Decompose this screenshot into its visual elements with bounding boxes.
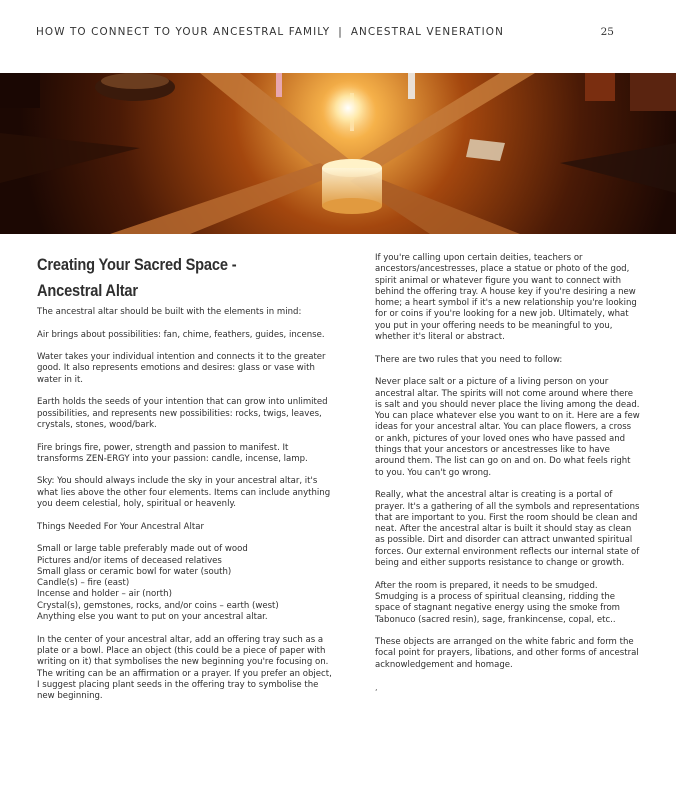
page-number: 25 [600, 26, 614, 38]
things-needed-list [37, 544, 337, 623]
title-line-1: Creating Your Sacred Space - [37, 255, 237, 274]
list-item: Incense and holder – air (north) [37, 589, 172, 600]
paragraph-two-rules: There are two rules that you need to follow: [375, 354, 563, 365]
running-header [36, 26, 646, 40]
list-item: Pictures and/or items of deceased relatives [37, 555, 222, 566]
paragraph-deities: If you're calling upon certain deities, teachers or ancestors/ancestresses, place a statue or photo of the god, spirit animal or whatever figure you want to connect with behind the offering tray. A house key if you're desiring a new home; a heart symbol if it's a new relationship you're looking for or coins if you're looking for a new job. Ultimately, what you put in your offering needs to be meaningful to you, whether it's literal or abstract. [375, 253, 637, 343]
paragraph-objects: These objects are arranged on the white fabric and form the focal point for prayers, libations, and other forms of ancestral acknowledgement and homage. [375, 637, 639, 670]
candle-altar-photo [0, 73, 676, 234]
list-heading: Things Needed For Your Ancestral Altar [37, 521, 204, 532]
list-item: Small glass or ceramic bowl for water (south) [37, 566, 232, 577]
paragraph-water: Water takes your individual intention and connects it to the greater good. It also represents emotions and desires: glass or vase with water in it. [37, 352, 326, 385]
book-title: HOW TO CONNECT TO YOUR ANCESTRAL FAMILY [36, 26, 331, 38]
paragraph-offering-tray: In the center of your ancestral altar, add an offering tray such as a plate or a bowl. Place an object (this could be a piece of paper with writing on it) that symbolises the new beginning you're focusing on. The writing can be an affirmation or a prayer. If you prefer an object, I suggest placing plant seeds in the offering tray to symbolise the new beginning. [37, 634, 332, 702]
left-column [37, 252, 337, 714]
title-line-2: Ancestral Altar [37, 281, 138, 300]
list-item: Crystal(s), gemstones, rocks, and/or coins – earth (west) [37, 600, 279, 611]
paragraph-sky: Sky: You should always include the sky in your ancestral altar, it's what lies above the other four elements. Items can include anything you deem celestial, holy, spiritual or heavenly. [37, 476, 331, 510]
paragraph-smudging: After the room is prepared, it needs to be smudged. Smudging is a process of spiritual cleansing, ridding the space of stagnant negative energy using the smoke from Tabonuco (sacred resin), sage, frankincense, copal, etc.. [375, 580, 621, 625]
section-title: ANCESTRAL VENERATION [350, 26, 504, 38]
paragraph-fire: Fire brings fire, power, strength and passion to manifest. It transforms ZEN-ERGY into your passion: candle, incense, lamp. [37, 442, 308, 464]
header-divider: | [338, 26, 343, 38]
right-column [375, 253, 640, 694]
paragraph-earth: Earth holds the seeds of your intention that can grow into unlimited possibilities, and represents new possibilities: rocks, twigs, leaves, crystals, stones, wood/bark. [37, 397, 328, 430]
list-item: Small or large table preferably made out of wood [37, 544, 248, 555]
list-item: Anything else you want to put on your ancestral altar. [37, 612, 268, 623]
paragraph-intro: The ancestral altar should be built with the elements in mind: [37, 307, 302, 317]
article-title [37, 252, 312, 304]
list-item: Candle(s) – fire (east) [37, 578, 130, 589]
paragraph-portal: Really, what the ancestral altar is creating is a portal of prayer. It's a gathering of all the symbols and representations that are important to you. First the room should be clean and neat. After the ancestral altar is built it should stay as clean as possible. Dirt and disorder can attract unwanted spiritual forces. Our external environment reflects our internal state of being and either supports resistance to change or growth. [375, 490, 640, 569]
paragraph-air: Air brings about possibilities: fan, chime, feathers, guides, incense. [37, 329, 325, 340]
paragraph-never-salt: Never place salt or a picture of a living person on your ancestral altar. The spirits will not come around where there is salt and you should never place the living among the dead. You can place whatever else you want to on it. Here are a few ideas for your ancestral altar. You can place flowers, a cross or ankh, pictures of your loved ones who have passed and things that your ancestors or ancestresses like to have around them. The list can go on and on. Do what feels right to you. You can't go wrong. [375, 377, 640, 478]
stray-mark: , [375, 683, 378, 693]
